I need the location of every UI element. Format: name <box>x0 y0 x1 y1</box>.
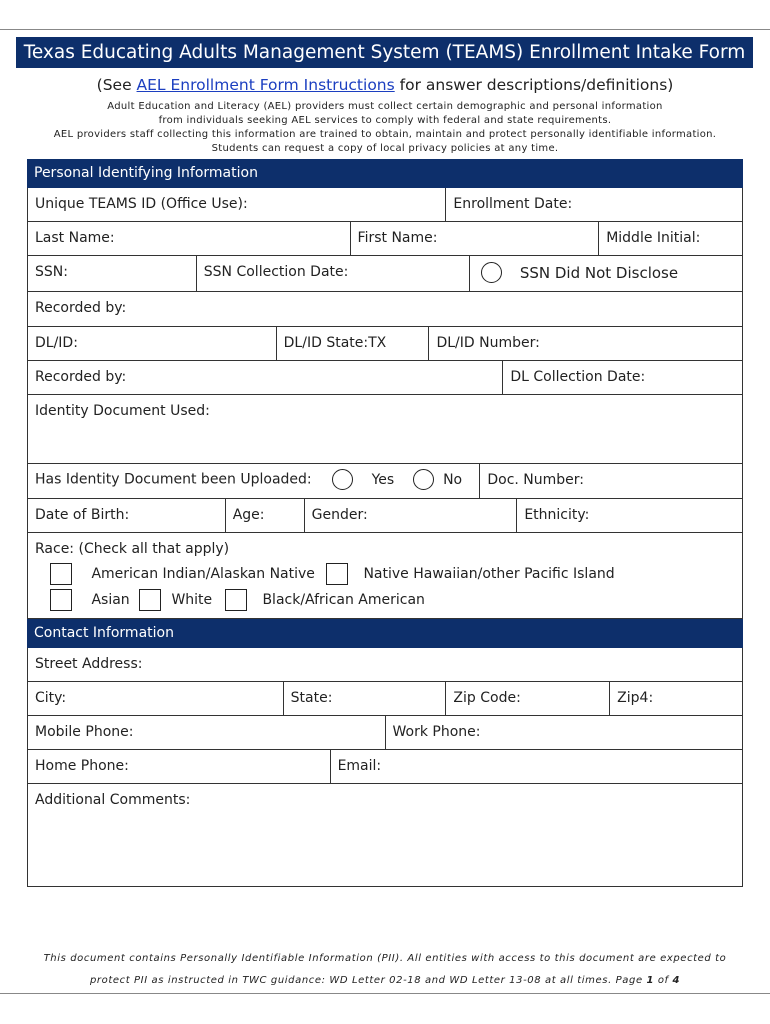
native-hawaiian-checkbox[interactable] <box>326 563 348 585</box>
ssn-not-disclose-option[interactable] <box>470 256 743 292</box>
dl-collection-date-field[interactable] <box>503 361 743 395</box>
middle-initial-field[interactable] <box>599 222 743 256</box>
uploaded-question <box>28 464 480 499</box>
dl-state-value: TX <box>368 335 387 351</box>
footer-line-2 <box>0 975 770 986</box>
unique-id-field[interactable] <box>28 188 446 222</box>
race-black[interactable] <box>225 589 425 611</box>
mobile-phone-field[interactable] <box>28 716 386 750</box>
state-field[interactable] <box>284 682 447 716</box>
uploaded-no-radio[interactable] <box>413 469 434 490</box>
age-label: Age: <box>232 507 265 523</box>
dl-id-field[interactable] <box>28 327 277 361</box>
footer-text-2: protect PII as instructed in TWC guidance: WD Letter 02-18 and WD Letter 13-08 at all times. Page <box>89 975 647 986</box>
asian-label: Asian <box>91 592 130 608</box>
row-dl <box>27 327 743 361</box>
zip4-label: Zip4: <box>617 690 654 706</box>
additional-comments-field[interactable] <box>28 784 743 887</box>
recorded-by-field-1[interactable] <box>28 292 743 327</box>
note-line: Students can request a copy of local privacy policies at any time. <box>211 143 559 154</box>
row-street <box>27 648 743 682</box>
ethnicity-label: Ethnicity: <box>524 507 590 523</box>
mobile-phone-label: Mobile Phone: <box>35 724 134 740</box>
uploaded-no-label: No <box>443 471 463 488</box>
enrollment-date-field[interactable] <box>446 188 743 222</box>
gender-field[interactable] <box>305 499 518 533</box>
row-race <box>27 533 743 619</box>
zip-code-label: Zip Code: <box>453 690 521 706</box>
section-contact-title: Contact Information <box>34 625 174 641</box>
street-address-field[interactable] <box>28 648 743 682</box>
dl-number-label: DL/ID Number: <box>436 335 540 351</box>
race-field <box>28 533 743 619</box>
ethnicity-field[interactable] <box>517 499 743 533</box>
section-contact-header <box>27 619 743 648</box>
page-current: 1 <box>646 975 655 986</box>
see-suffix: for answer descriptions/definitions) <box>394 76 674 94</box>
zip4-field[interactable] <box>610 682 743 716</box>
last-name-label: Last Name: <box>35 230 115 246</box>
asian-checkbox[interactable] <box>50 589 72 611</box>
zip-code-field[interactable] <box>446 682 610 716</box>
row-city <box>27 682 743 716</box>
first-name-field[interactable] <box>351 222 600 256</box>
dl-number-field[interactable] <box>429 327 743 361</box>
note-line: AEL providers staff collecting this information are trained to obtain, maintain and protect personally identifiable information. <box>53 129 717 140</box>
identity-document-field[interactable] <box>28 395 743 464</box>
gender-label: Gender: <box>311 507 368 523</box>
white-checkbox[interactable] <box>139 589 161 611</box>
date-of-birth-label: Date of Birth: <box>35 507 130 523</box>
uploaded-yes-radio[interactable] <box>332 469 353 490</box>
row-recorded-by-1 <box>27 292 743 327</box>
state-label: State: <box>290 690 333 706</box>
section-personal-header <box>27 159 743 188</box>
black-checkbox[interactable] <box>225 589 247 611</box>
dl-state-field[interactable] <box>277 327 430 361</box>
race-label: Race: (Check all that apply) <box>35 541 230 557</box>
email-label: Email: <box>337 758 382 774</box>
row-id <box>27 188 743 222</box>
home-phone-label: Home Phone: <box>35 758 129 774</box>
ssn-collection-date-label: SSN Collection Date: <box>203 264 349 280</box>
see-prefix: (See <box>96 76 137 94</box>
page-total: 4 <box>672 975 681 986</box>
footer-line-1 <box>0 953 770 964</box>
work-phone-field[interactable] <box>386 716 744 750</box>
row-name <box>27 222 743 256</box>
identity-document-label: Identity Document Used: <box>35 403 210 419</box>
doc-number-field[interactable] <box>480 464 743 499</box>
ssn-collection-date-field[interactable] <box>197 256 471 292</box>
date-of-birth-field[interactable] <box>28 499 226 533</box>
ssn-label: SSN: <box>35 264 68 280</box>
form-title-text: Texas Educating Adults Management System (TEAMS) Enrollment Intake Form <box>23 42 746 63</box>
instructions-link[interactable]: AEL Enrollment Form Instructions <box>136 76 395 94</box>
middle-initial-label: Middle Initial: <box>606 230 701 246</box>
recorded-by-field-2[interactable] <box>28 361 503 395</box>
row-phone <box>27 716 743 750</box>
uploaded-yes-label: Yes <box>371 471 395 488</box>
race-asian[interactable] <box>50 589 130 611</box>
email-field[interactable] <box>331 750 743 784</box>
note-line: Adult Education and Literacy (AEL) providers must collect certain demographic and personal information <box>107 101 663 112</box>
row-uploaded <box>27 464 743 499</box>
work-phone-label: Work Phone: <box>392 724 481 740</box>
race-white[interactable] <box>139 589 212 611</box>
top-divider <box>0 29 770 30</box>
row-home-email <box>27 750 743 784</box>
recorded-by-label-2: Recorded by: <box>35 369 127 385</box>
dl-collection-date-label: DL Collection Date: <box>510 369 646 385</box>
unique-id-label: Unique TEAMS ID (Office Use): <box>35 196 248 212</box>
american-indian-checkbox[interactable] <box>50 563 72 585</box>
race-native-hawaiian[interactable] <box>326 563 615 585</box>
row-identity-doc <box>27 395 743 464</box>
uploaded-question-label: Has Identity Document been Uploaded: <box>35 471 312 488</box>
first-name-label: First Name: <box>357 230 438 246</box>
dl-state-label: DL/ID State: <box>283 335 369 351</box>
page-of: of <box>654 975 673 986</box>
note-line: from individuals seeking AEL services to comply with federal and state requirements. <box>158 115 612 126</box>
doc-number-label: Doc. Number: <box>487 472 585 488</box>
last-name-field[interactable] <box>28 222 351 256</box>
additional-comments-label: Additional Comments: <box>35 792 191 808</box>
privacy-note <box>0 100 770 156</box>
enrollment-date-label: Enrollment Date: <box>453 196 573 212</box>
bottom-divider <box>0 993 770 994</box>
form-title <box>16 37 753 68</box>
ssn-not-disclose-label: SSN Did Not Disclose <box>519 263 679 282</box>
row-demographics <box>27 499 743 533</box>
row-ssn <box>27 256 743 292</box>
instructions-line <box>0 76 770 94</box>
ssn-field[interactable] <box>28 256 197 292</box>
city-field[interactable] <box>28 682 284 716</box>
city-label: City: <box>35 690 67 706</box>
age-field[interactable] <box>226 499 305 533</box>
ssn-not-disclose-radio[interactable] <box>481 262 502 283</box>
footer-text-1: This document contains Personally Identifiable Information (PII). All entities with access to this document are expected to <box>43 953 727 964</box>
row-recorded-by-2 <box>27 361 743 395</box>
black-label: Black/African American <box>262 592 425 608</box>
section-personal-title: Personal Identifying Information <box>34 165 258 181</box>
white-label: White <box>171 592 213 608</box>
race-american-indian[interactable] <box>50 563 315 585</box>
home-phone-field[interactable] <box>28 750 331 784</box>
street-address-label: Street Address: <box>35 656 143 672</box>
american-indian-label: American Indian/Alaskan Native <box>91 566 315 582</box>
recorded-by-label-1: Recorded by: <box>35 300 127 316</box>
row-comments <box>27 784 743 887</box>
native-hawaiian-label: Native Hawaiian/other Pacific Island <box>363 566 615 582</box>
dl-id-label: DL/ID: <box>35 335 78 351</box>
